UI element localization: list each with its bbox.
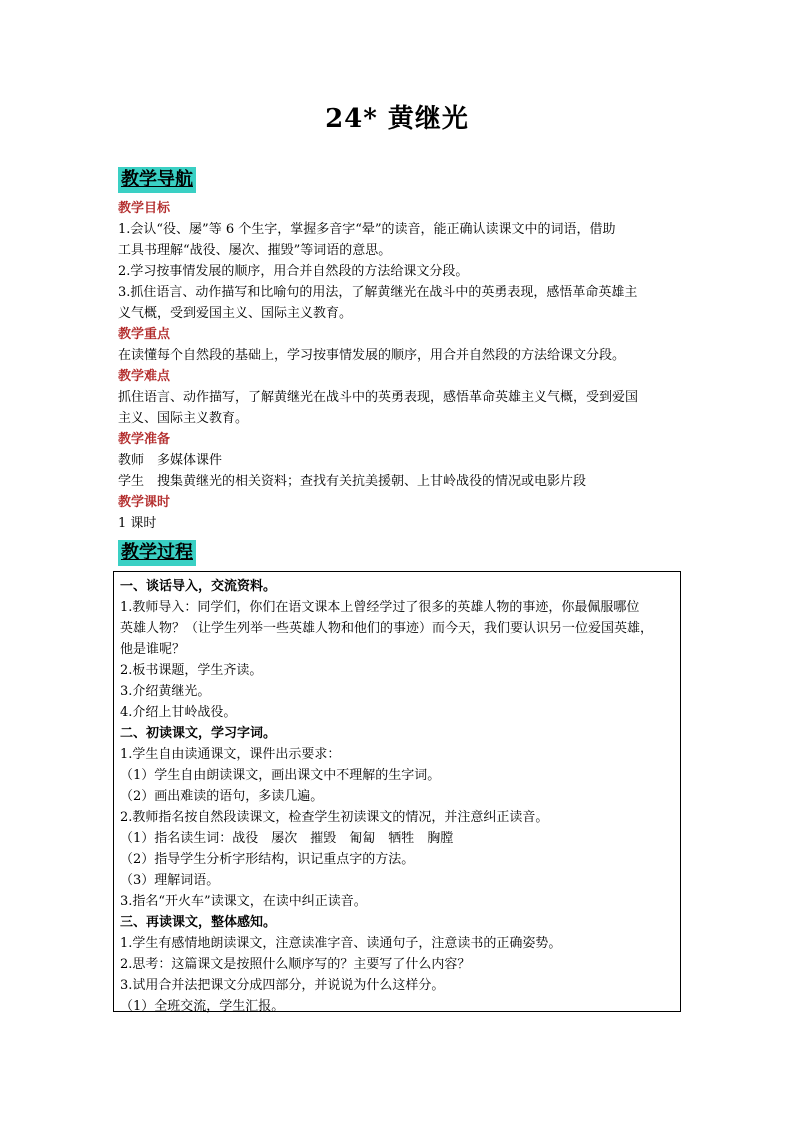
text-line: 1.教师导入：同学们，你们在语文课本上曾经学过了很多的英雄人物的事迹，你最佩服哪位 [120, 600, 640, 615]
text-line: 1.会认“役、屡”等 6 个生字，掌握多音字“晕”的读音，能正确认读课文中的词语，借助 [118, 222, 616, 237]
text-line: 4.介绍上甘岭战役。 [120, 705, 237, 720]
subheading: 教学目标 [118, 201, 171, 216]
step-heading: 三、再读课文，整体感知。 [120, 915, 277, 930]
text-line: 3.试用合并法把课文分成四部分，并说说为什么这样分。 [120, 978, 445, 993]
text-line: 2.思考：这篇课文是按照什么顺序写的？主要写了什么内容？ [120, 957, 471, 972]
text-line: 3.介绍黄继光。 [120, 684, 211, 699]
text-line: 学生 搜集黄继光的相关资料；查找有关抗美援朝、上甘岭战役的情况或电影片段 [118, 474, 587, 489]
text-line: 主义、国际主义教育。 [118, 411, 249, 426]
text-line: 2.板书课题，学生齐读。 [120, 663, 263, 678]
section-heading-guide: 教学导航 [118, 167, 196, 193]
text-line: （3）理解词语。 [120, 873, 220, 888]
text-line: 1.学生有感情地朗读课文，注意读准字音、读通句子，注意读书的正确姿势。 [120, 936, 562, 951]
subheading: 教学准备 [118, 432, 171, 447]
text-line: 在读懂每个自然段的基础上，学习按事情发展的顺序，用合并自然段的方法给课文分段。 [118, 348, 626, 363]
subheading: 教学难点 [118, 369, 171, 384]
section-heading-process: 教学过程 [118, 540, 196, 566]
text-line: 1 课时 [118, 516, 157, 531]
process-table [113, 571, 681, 1012]
text-line: （1）指名读生词：战役 屡次 摧毁 匍匐 牺牲 胸膛 [120, 831, 454, 846]
text-line: 教师 多媒体课件 [118, 453, 223, 468]
subheading: 教学重点 [118, 327, 171, 342]
text-line: 义气概，受到爱国主义、国际主义教育。 [118, 306, 353, 321]
text-line: 2.教师指名按自然段读课文，检查学生初读课文的情况，并注意纠正读音。 [120, 810, 549, 825]
guide-content [118, 198, 683, 534]
text-line: 他是谁呢？ [120, 642, 186, 657]
text-line: 抓住语言、动作描写，了解黄继光在战斗中的英勇表现，感悟革命英雄主义气概，受到爱国 [118, 390, 639, 405]
step-heading: 二、初读课文，学习字词。 [120, 726, 277, 741]
text-line: 工具书理解“战役、屡次、摧毁”等词语的意思。 [118, 243, 392, 258]
text-line: （1）全班交流，学生汇报。 [120, 999, 285, 1014]
text-line: 3.指名“开火车”读课文，在读中纠正读音。 [120, 894, 367, 909]
subheading: 教学课时 [118, 495, 171, 510]
text-line: （2）指导学生分析字形结构，识记重点字的方法。 [120, 852, 415, 867]
step-heading: 一、谈话导入，交流资料。 [120, 579, 277, 594]
text-line: （2）画出难读的语句，多读几遍。 [120, 789, 324, 804]
text-line: 2.学习按事情发展的顺序，用合并自然段的方法给课文分段。 [118, 264, 469, 279]
page-title: 24* 黄继光 [325, 104, 469, 134]
text-line: 3.抓住语言、动作描写和比喻句的用法，了解黄继光在战斗中的英勇表现，感悟革命英雄主 [118, 285, 638, 300]
text-line: 英雄人物？（让学生列举一些英雄人物和他们的事迹）而今天，我们要认识另一位爱国英雄， [120, 621, 654, 636]
text-line: 1.学生自由读通课文，课件出示要求： [120, 747, 341, 762]
text-line: （1）学生自由朗读课文，画出课文中不理解的生字词。 [120, 768, 441, 783]
